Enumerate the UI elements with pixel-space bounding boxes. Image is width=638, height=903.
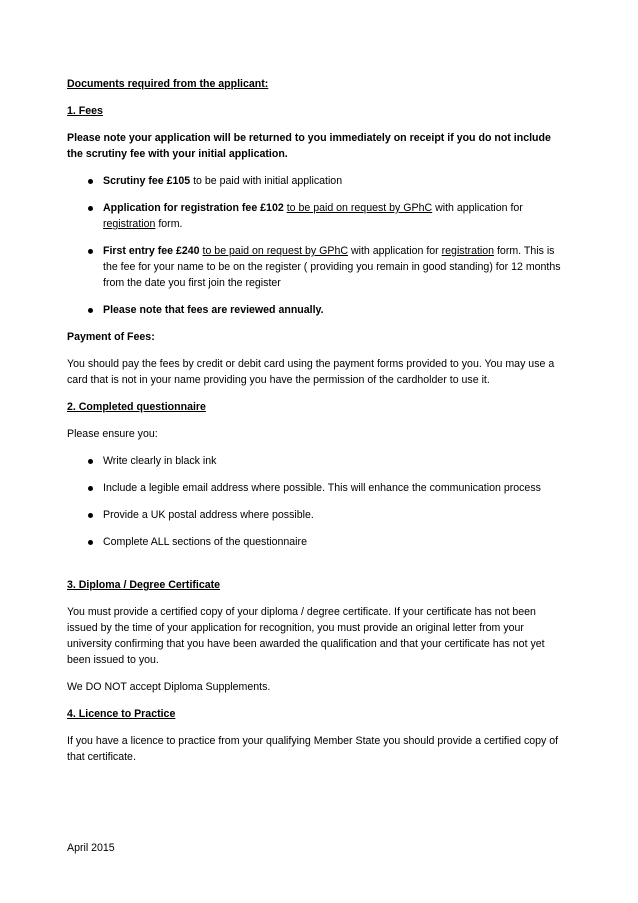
payment-heading: Payment of Fees: (67, 331, 155, 343)
document-title: Documents required from the applicant: (67, 78, 269, 90)
fee-text: form. This is the fee for your name to be on the register ( providing you remain in good standing) for 12 months from the date you first join the register (103, 245, 561, 289)
diploma-text: You must provide a certified copy of your diploma / degree certificate. If your certificate has not been issued by the time of your application for recognition, you must provide an original letter from your university confirming that you have been awarded the qualification and that your certificate has not yet been issued to you. (67, 606, 545, 666)
payment-text: You should pay the fees by credit or debit card using the payment forms provided to you. You may use a card that is not in your name providing you have the permission of the cardholder to use it. (67, 358, 555, 386)
questionnaire-intro: Please ensure you: (67, 428, 158, 440)
bullet-icon (88, 179, 93, 184)
fee-payment-terms: to be paid on request by GPhC (202, 245, 348, 257)
fee-label: Application for registration fee £102 (103, 202, 284, 214)
registration-link: registration (103, 218, 156, 230)
spacer (67, 561, 567, 577)
fee-label: First entry fee £240 (103, 245, 200, 257)
bullet-icon (88, 459, 93, 464)
list-item (67, 243, 567, 291)
licence-text: If you have a licence to practice from your qualifying Member State you should provide a certified copy of that certificate. (67, 735, 559, 763)
list-item (67, 200, 567, 232)
document-body (67, 76, 567, 776)
registration-link: registration (441, 245, 495, 257)
list-item (67, 534, 567, 550)
fee-text: with application for (348, 245, 442, 257)
questionnaire-heading: 2. Completed questionnaire (67, 401, 206, 413)
list-item-text: Write clearly in black ink (103, 455, 217, 467)
fees-list (67, 173, 567, 318)
bullet-icon (88, 206, 93, 211)
fee-text: with application for (432, 202, 523, 214)
fee-text: form. (155, 218, 183, 230)
licence-heading: 4. Licence to Practice (67, 708, 176, 720)
diploma-heading: 3. Diploma / Degree Certificate (67, 579, 221, 591)
fee-text: to be paid with initial application (190, 175, 343, 187)
bullet-icon (88, 540, 93, 545)
list-item (67, 507, 567, 523)
list-item (67, 480, 567, 496)
footer-date: April 2015 (67, 842, 115, 854)
diploma-note: We DO NOT accept Diploma Supplements. (67, 681, 271, 693)
list-item-text: Complete ALL sections of the questionnaire (103, 536, 307, 548)
bullet-icon (88, 249, 93, 254)
fee-payment-terms: to be paid on request by GPhC (286, 202, 433, 214)
questionnaire-list (67, 453, 567, 550)
fee-label: Scrutiny fee £105 (103, 175, 191, 187)
fees-heading: 1. Fees (67, 105, 103, 117)
bullet-icon (88, 308, 93, 313)
bullet-icon (88, 513, 93, 518)
fee-review-note: Please note that fees are reviewed annually. (103, 304, 324, 316)
list-item-text: Include a legible email address where possible. This will enhance the communication process (103, 482, 541, 494)
bullet-icon (88, 486, 93, 491)
list-item (67, 453, 567, 469)
fees-notice: Please note your application will be returned to you immediately on receipt if you do not include the scrutiny fee with your initial application. (67, 132, 551, 160)
list-item (67, 173, 567, 189)
list-item (67, 302, 567, 318)
list-item-text: Provide a UK postal address where possible. (103, 509, 314, 521)
